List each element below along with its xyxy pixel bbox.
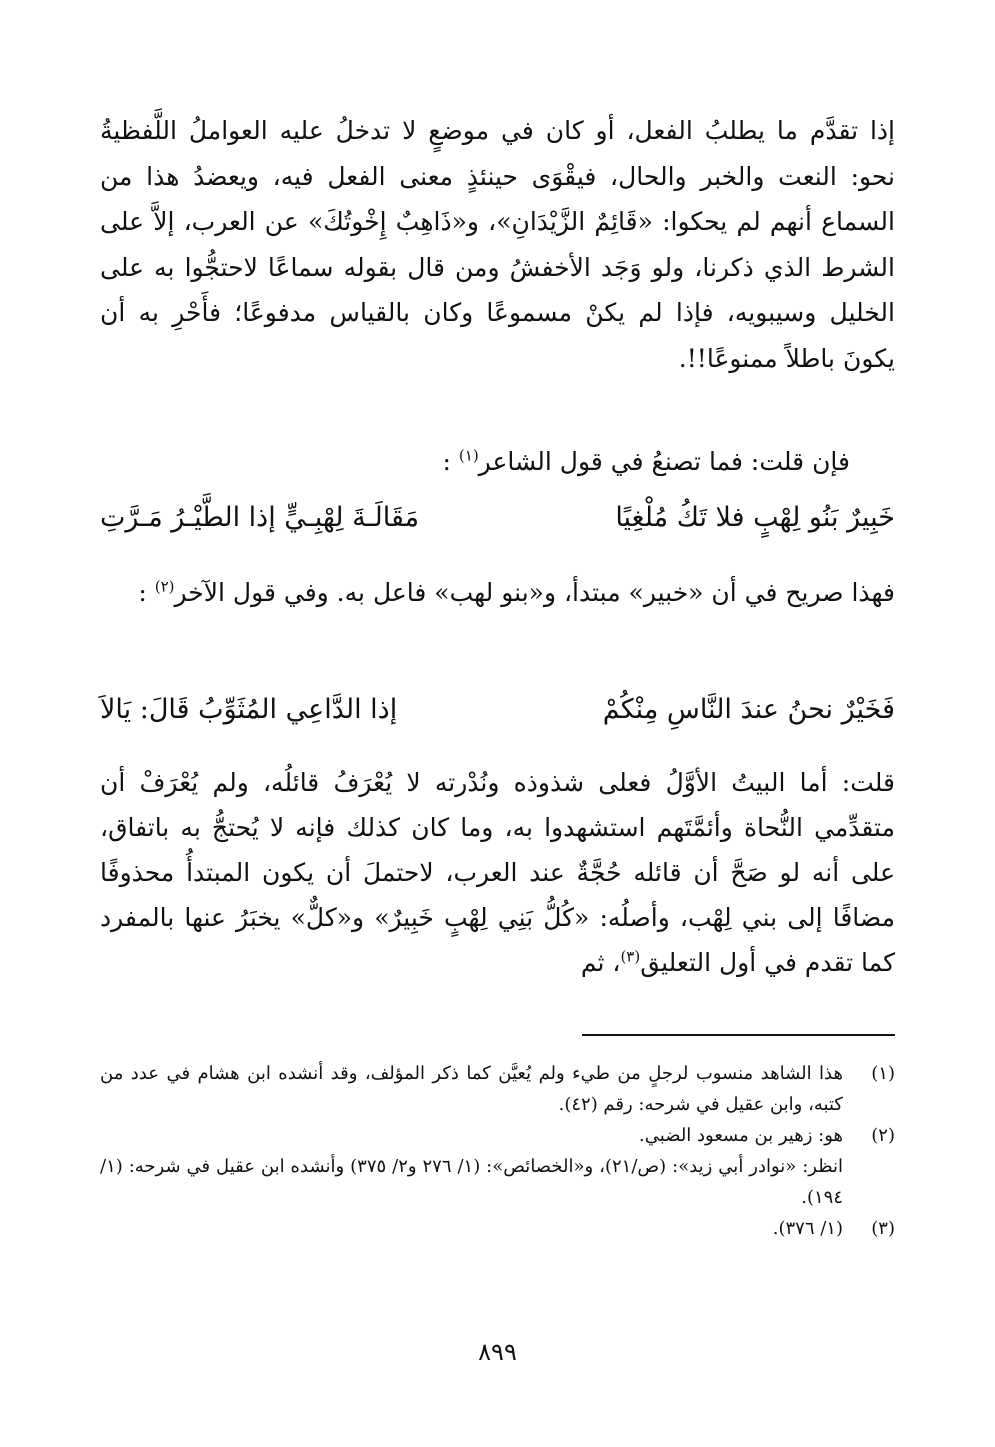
paragraph-1: إذا تقدَّم ما يطلبُ الفعل، أو كان في موضعٍ لا تدخلُ عليه العواملُ اللَّفظيةُ نحو: النعت والخبر والحال، فيقْوَى حينئذٍ معنى الفعل فيه، ويعضدُ هذا من السماع أنهم لم يحكوا: «قَائِمٌ الزَّيْدَانِ»، و«ذَاهِبٌ إِخْوتُكَ» عن العرب، إلاَّ على الشرط الذي ذكرنا، ولو وَجَد الأخفشُ ومن قال بقوله سماعًا لاحتجُّوا به على الخليل وسيبويه، فإذا لم يكنْ مسموعًا وكان بالقياس مدفوعًا؛ فأَحْرِ به أن يكونَ باطلاً ممنوعًا!!. [100,116,895,373]
footnote-2 [100,1120,895,1213]
verse-2-second-hemistich: إذا الدَّاعِي المُثَوِّبُ قَالَ: يَالاَ [100,694,398,725]
footnotes [100,1058,895,1244]
footnote-number: (٢) [871,1125,895,1146]
page-number: ٨٩٩ [478,1338,517,1366]
verse-2-first-hemistich: فَخَيْرٌ نحنُ عندَ النَّاسِ مِنْكُمْ [602,694,895,725]
paragraph-3-text: قلت: أما البيتُ الأوَّلُ فعلى شذوذه ونُدْرته لا يُعْرَفُ قائلُه، ولم يُعْرَفْ أن متقدِّمي النُّحاة وأئمَّتَهم استشهدوا به، وما كان كذلك فإنه لا يُحتجُّ به باتفاق، على أنه لو صَحَّ أن قائله حُجَّةٌ عند العرب، لاحتملَ أن يكون المبتدأُ محذوفًا مضافًا إلى بني لِهْب، وأصلُه: «كُلُّ بَنِي لِهْبٍ خَبِيرٌ» و«كلٌّ» يخبَرُ عنها بالمفرد كما تقدم في أول التعليق [100,768,895,977]
footnote-number: (١) [871,1063,895,1084]
verse-1-first-hemistich: خَبِيرٌ بَنُو لِهْبٍ فلا تَكُ مُلْغِيًا [615,502,895,533]
footnote-1 [100,1058,895,1120]
footnote-text: هو: زهير بن مسعود الضبي. [639,1125,843,1146]
verse-2 [100,688,895,732]
footnote-separator [582,1034,895,1036]
footnote-body [100,1120,843,1213]
paragraph-2-text: فهذا صريح في أن «خبير» مبتدأ، و«بنو لهب» فاعل به. وفي قول الآخر [174,578,895,607]
footnote-body [100,1213,843,1244]
footnote-text: هذا الشاهد منسوب لرجلٍ من طيء ولم يُعيَّن كما ذكر المؤلف، وقد أنشده ابن هشام في عدد من كتبه، وابن عقيل في شرحه: رقم (٤٢). [100,1063,843,1115]
footnote-text: انظر: «نوادر أبي زيد»: (ص/٢١)، و«الخصائص»: (١/ ٢٧٦ و٢/ ٣٧٥) وأنشده ابن عقيل في شرحه: (١/ ١٩٤). [100,1156,843,1208]
footnote-body [100,1058,843,1120]
footnote-ref-1: (١) [458,446,479,465]
question-text: فإن قلت: فما تصنعُ في قول الشاعر [478,447,850,476]
footnote-ref-3: (٣) [620,947,641,966]
paragraph-3 [100,760,895,985]
footnote-3 [100,1213,895,1244]
verse-1 [100,496,895,540]
footnote-number: (٣) [871,1218,895,1239]
paragraph-2-colon: : [138,578,147,607]
footnote-text: (١/ ٣٧٦). [772,1218,843,1239]
verse-1-second-hemistich: مَقَالَـةَ لِهْبِـيٍّ إذا الطَّيْـرُ مَـرَّتِ [100,502,420,533]
paragraph-3-end: ، ثم [580,948,621,977]
question-line [100,440,850,484]
paragraph-2 [100,570,895,615]
footnote-ref-2: (٢) [154,577,175,596]
question-colon: : [442,447,451,476]
